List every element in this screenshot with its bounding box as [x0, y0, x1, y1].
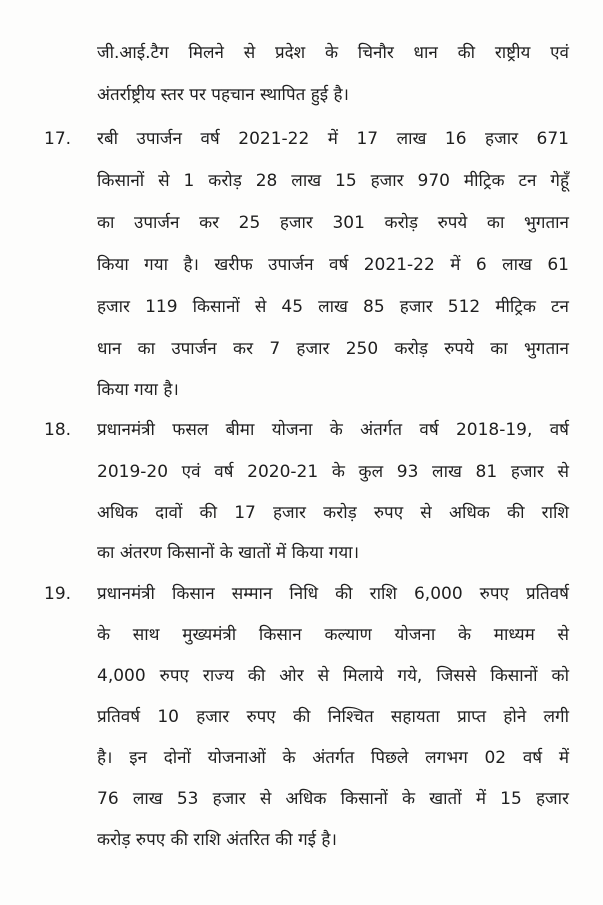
item-19-line-4: प्रतिवर्ष 10 हजार रुपए की निश्चित सहायता प्राप्त होने लगी: [97, 707, 569, 727]
item-18-line-4: का अंतरण किसानों के खातों में किया गया।: [97, 543, 360, 563]
item-17-line-7: किया गया है।: [97, 380, 179, 400]
item-18-line-1: प्रधानमंत्री फसल बीमा योजना के अंतर्गत वर्ष 2018-19, वर्ष: [97, 420, 569, 440]
item-18-number: 18.: [44, 420, 72, 440]
intro-line-1: जी.आई.टैग मिलने से प्रदेश के चिनौर धान की राष्ट्रीय एवं: [97, 43, 569, 63]
item-17-line-1: रबी उपार्जन वर्ष 2021-22 में 17 लाख 16 हजार 671: [97, 129, 569, 149]
intro-line-2: अंतर्राष्ट्रीय स्तर पर पहचान स्थापित हुई है।: [97, 85, 349, 105]
item-17-number: 17.: [44, 129, 72, 149]
item-19-line-5: है। इन दोनों योजनाओं के अंतर्गत पिछले लगभग 02 वर्ष में: [97, 748, 569, 768]
item-19-line-2: के साथ मुख्यमंत्री किसान कल्याण योजना के माध्यम से: [97, 625, 569, 645]
item-17-line-3: का उपार्जन कर 25 हजार 301 करोड़ रुपये का भुगतान: [97, 213, 569, 233]
item-17-line-5: हजार 119 किसानों से 45 लाख 85 हजार 512 मीट्रिक टन: [97, 297, 569, 317]
item-17-line-4: किया गया है। खरीफ उपार्जन वर्ष 2021-22 में 6 लाख 61: [97, 255, 569, 275]
item-19-line-3: 4,000 रुपए राज्य की ओर से मिलाये गये, जिससे किसानों को: [97, 666, 569, 686]
item-17-line-2: किसानों से 1 करोड़ 28 लाख 15 हजार 970 मीट्रिक टन गेहूँ: [97, 171, 569, 191]
item-18-line-2: 2019-20 एवं वर्ष 2020-21 के कुल 93 लाख 81 हजार से: [97, 462, 569, 482]
item-19-number: 19.: [44, 584, 72, 604]
item-19-line-1: प्रधानमंत्री किसान सम्मान निधि की राशि 6,000 रुपए प्रतिवर्ष: [97, 584, 569, 604]
item-17-line-6: धान का उपार्जन कर 7 हजार 250 करोड़ रुपये का भुगतान: [97, 339, 569, 359]
item-19-line-7: करोड़ रुपए की राशि अंतरित की गई है।: [97, 830, 337, 850]
item-18-line-3: अधिक दावों की 17 हजार करोड़ रुपए से अधिक की राशि: [97, 503, 569, 523]
item-19-line-6: 76 लाख 53 हजार से अधिक किसानों के खातों में 15 हजार: [97, 789, 569, 809]
